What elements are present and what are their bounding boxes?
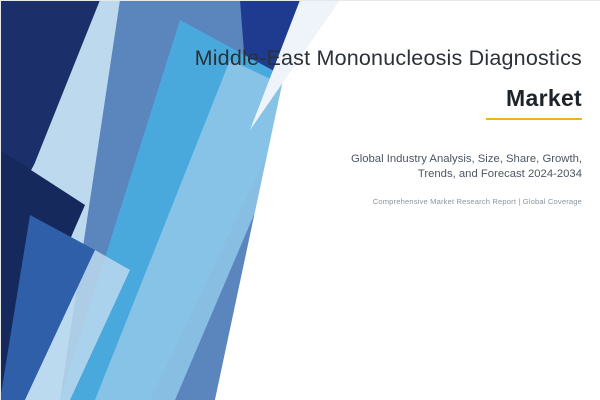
subtitle-line-2: Trends, and Forecast 2024-2034 <box>417 168 582 180</box>
subtitle-line-1: Global Industry Analysis, Size, Share, Growth, <box>350 153 582 165</box>
market-heading-group <box>300 85 582 120</box>
market-heading: Market <box>506 85 582 111</box>
accent-underline <box>486 118 582 120</box>
page-title: Middle-East Mononucleosis Diagnostics <box>194 46 582 70</box>
report-subtitle <box>300 152 582 182</box>
report-caption: Comprehensive Market Research Report | Global Coverage <box>372 197 582 206</box>
